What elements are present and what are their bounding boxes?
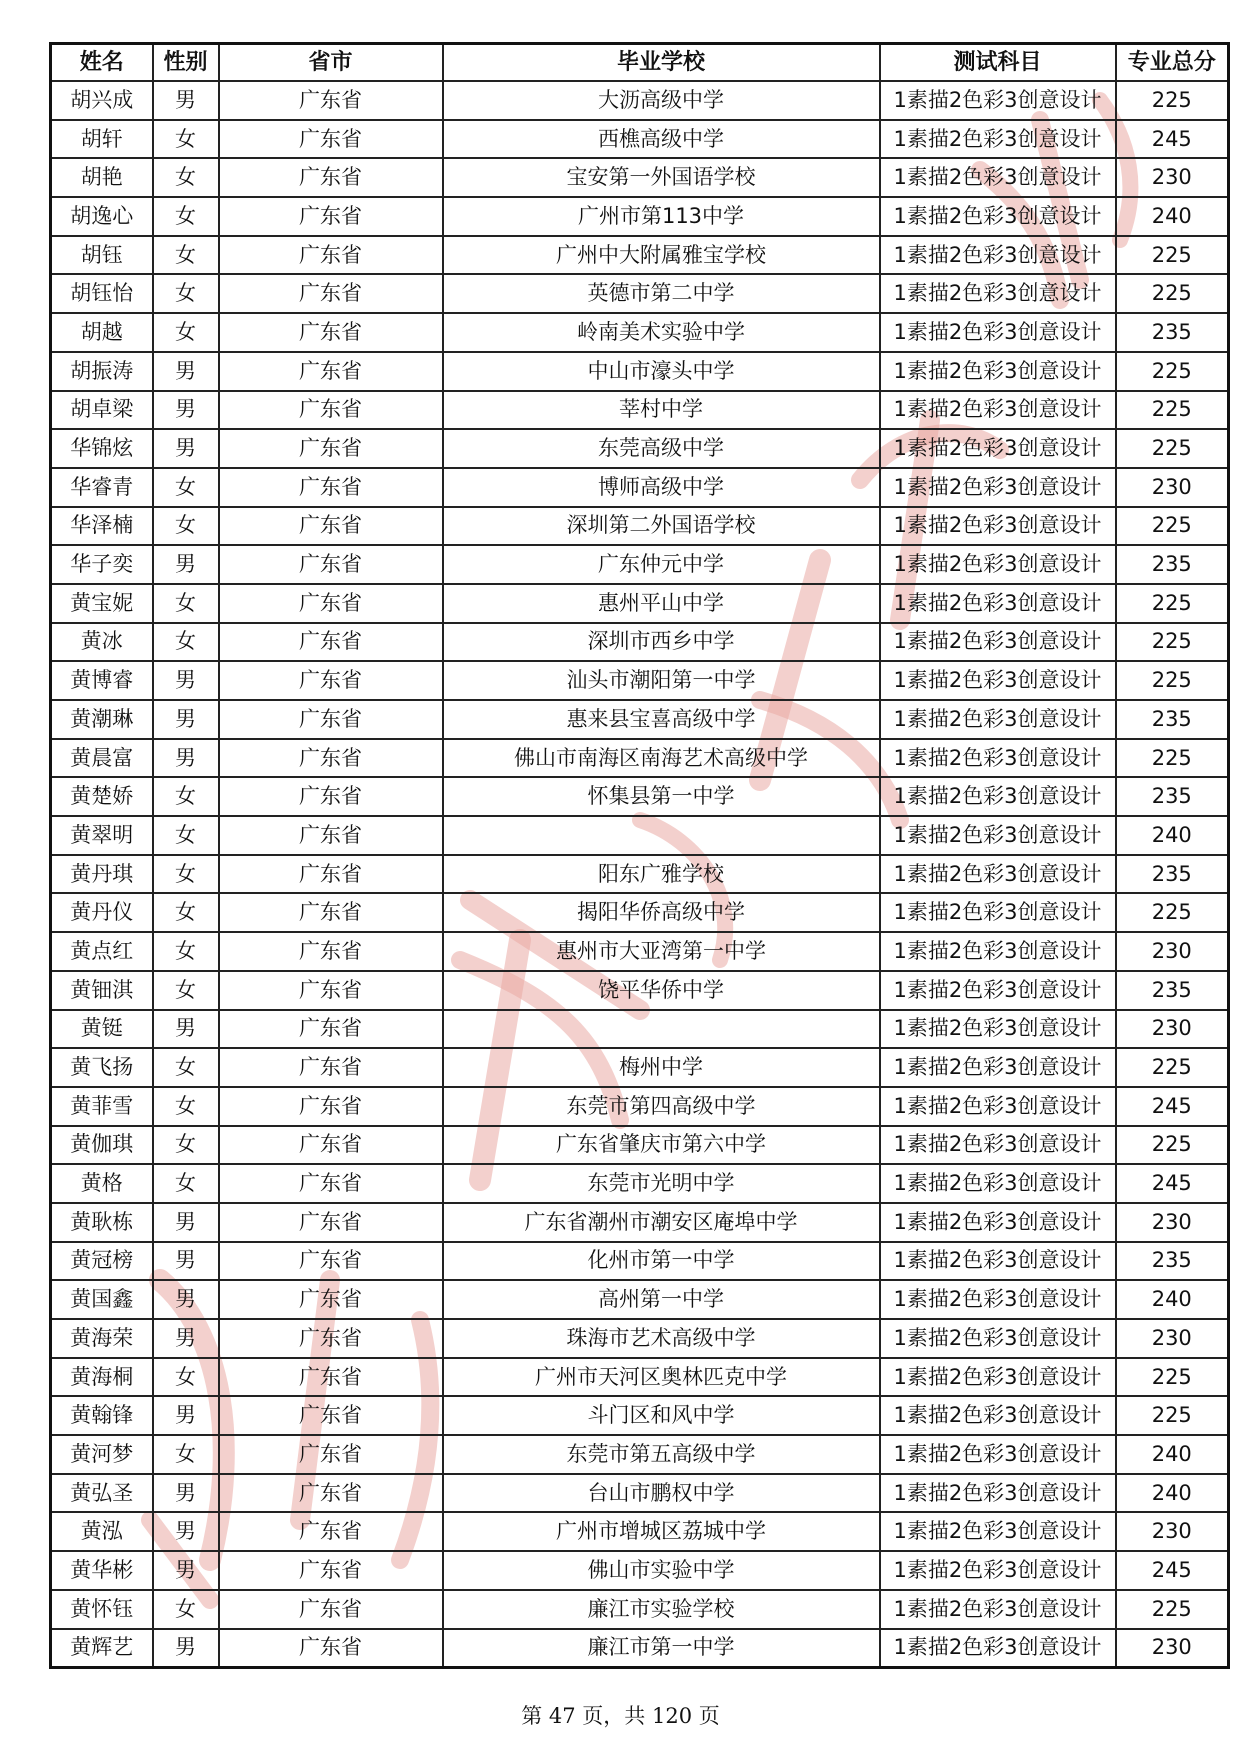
- table-row: [51, 893, 1229, 932]
- cell-subjects: 1素描2色彩3创意设计: [880, 429, 1116, 468]
- cell-subjects: 1素描2色彩3创意设计: [880, 158, 1116, 197]
- cell-school: 广东省潮州市潮安区庵埠中学: [443, 1203, 880, 1242]
- cell-subjects: 1素描2色彩3创意设计: [880, 855, 1116, 894]
- cell-name: 华睿青: [51, 468, 153, 507]
- cell-subjects: 1素描2色彩3创意设计: [880, 120, 1116, 159]
- cell-subjects: 1素描2色彩3创意设计: [880, 1396, 1116, 1435]
- cell-gender: 男: [153, 1396, 219, 1435]
- cell-subjects: 1素描2色彩3创意设计: [880, 1242, 1116, 1281]
- cell-name: 黄冠榜: [51, 1242, 153, 1281]
- table-row: [51, 1474, 1229, 1513]
- cell-province: 广东省: [219, 700, 443, 739]
- cell-total-score: 235: [1116, 777, 1229, 816]
- table-row: [51, 1512, 1229, 1551]
- cell-name: 黄冰: [51, 623, 153, 662]
- column-header-subjects: 测试科目: [880, 44, 1116, 82]
- cell-total-score: 240: [1116, 1435, 1229, 1474]
- cell-gender: 男: [153, 739, 219, 778]
- cell-total-score: 230: [1116, 1512, 1229, 1551]
- table-row: [51, 700, 1229, 739]
- cell-province: 广东省: [219, 1474, 443, 1513]
- cell-province: 广东省: [219, 1010, 443, 1049]
- cell-gender: 男: [153, 700, 219, 739]
- cell-total-score: 245: [1116, 1087, 1229, 1126]
- table-header-row: [51, 44, 1229, 82]
- cell-gender: 男: [153, 661, 219, 700]
- cell-subjects: 1素描2色彩3创意设计: [880, 1126, 1116, 1165]
- cell-school: 广东省肇庆市第六中学: [443, 1126, 880, 1165]
- table-row: [51, 623, 1229, 662]
- cell-name: 华锦炫: [51, 429, 153, 468]
- cell-name: 黄翠明: [51, 816, 153, 855]
- cell-name: 黄铤: [51, 1010, 153, 1049]
- cell-total-score: 240: [1116, 816, 1229, 855]
- cell-school: 岭南美术实验中学: [443, 313, 880, 352]
- cell-total-score: 230: [1116, 1203, 1229, 1242]
- cell-total-score: 230: [1116, 1010, 1229, 1049]
- cell-subjects: 1素描2色彩3创意设计: [880, 1164, 1116, 1203]
- cell-name: 黄钿淇: [51, 971, 153, 1010]
- cell-name: 胡艳: [51, 158, 153, 197]
- table-row: [51, 352, 1229, 391]
- cell-subjects: 1素描2色彩3创意设计: [880, 1087, 1116, 1126]
- cell-province: 广东省: [219, 1203, 443, 1242]
- cell-name: 黄海桐: [51, 1358, 153, 1397]
- cell-total-score: 230: [1116, 1629, 1229, 1668]
- cell-school: [443, 816, 880, 855]
- cell-province: 广东省: [219, 1048, 443, 1087]
- cell-province: 广东省: [219, 661, 443, 700]
- cell-name: 胡钰: [51, 236, 153, 275]
- cell-subjects: 1素描2色彩3创意设计: [880, 236, 1116, 275]
- cell-province: 广东省: [219, 1629, 443, 1668]
- cell-province: 广东省: [219, 893, 443, 932]
- cell-total-score: 235: [1116, 855, 1229, 894]
- cell-subjects: 1素描2色彩3创意设计: [880, 932, 1116, 971]
- cell-total-score: 235: [1116, 1242, 1229, 1281]
- table-row: [51, 816, 1229, 855]
- cell-subjects: 1素描2色彩3创意设计: [880, 661, 1116, 700]
- cell-total-score: 225: [1116, 1590, 1229, 1629]
- cell-subjects: 1素描2色彩3创意设计: [880, 507, 1116, 546]
- cell-subjects: 1素描2色彩3创意设计: [880, 545, 1116, 584]
- cell-name: 黄华彬: [51, 1551, 153, 1590]
- cell-name: 华子奕: [51, 545, 153, 584]
- cell-school: 汕头市潮阳第一中学: [443, 661, 880, 700]
- cell-name: 黄泓: [51, 1512, 153, 1551]
- cell-gender: 男: [153, 1474, 219, 1513]
- cell-total-score: 225: [1116, 391, 1229, 430]
- cell-school: 博师高级中学: [443, 468, 880, 507]
- cell-total-score: 230: [1116, 468, 1229, 507]
- cell-gender: 女: [153, 274, 219, 313]
- cell-total-score: 225: [1116, 507, 1229, 546]
- cell-subjects: 1素描2色彩3创意设计: [880, 623, 1116, 662]
- cell-subjects: 1素描2色彩3创意设计: [880, 1512, 1116, 1551]
- cell-province: 广东省: [219, 391, 443, 430]
- cell-subjects: 1素描2色彩3创意设计: [880, 1319, 1116, 1358]
- table-row: [51, 1164, 1229, 1203]
- cell-gender: 男: [153, 429, 219, 468]
- cell-school: 怀集县第一中学: [443, 777, 880, 816]
- cell-total-score: 235: [1116, 545, 1229, 584]
- cell-province: 广东省: [219, 1164, 443, 1203]
- cell-school: 揭阳华侨高级中学: [443, 893, 880, 932]
- cell-total-score: 240: [1116, 197, 1229, 236]
- table-row: [51, 1551, 1229, 1590]
- table-row: [51, 1203, 1229, 1242]
- cell-gender: 男: [153, 81, 219, 120]
- cell-school: 惠州市大亚湾第一中学: [443, 932, 880, 971]
- cell-school: 宝安第一外国语学校: [443, 158, 880, 197]
- cell-total-score: 225: [1116, 1126, 1229, 1165]
- cell-gender: 女: [153, 893, 219, 932]
- cell-subjects: 1素描2色彩3创意设计: [880, 1203, 1116, 1242]
- cell-total-score: 245: [1116, 1551, 1229, 1590]
- cell-school: 大沥高级中学: [443, 81, 880, 120]
- cell-school: 阳东广雅学校: [443, 855, 880, 894]
- cell-total-score: 225: [1116, 739, 1229, 778]
- cell-school: 台山市鹏权中学: [443, 1474, 880, 1513]
- cell-province: 广东省: [219, 120, 443, 159]
- cell-gender: 女: [153, 120, 219, 159]
- cell-subjects: 1素描2色彩3创意设计: [880, 1629, 1116, 1668]
- cell-total-score: 235: [1116, 700, 1229, 739]
- cell-school: 佛山市实验中学: [443, 1551, 880, 1590]
- table-row: [51, 1319, 1229, 1358]
- cell-total-score: 225: [1116, 352, 1229, 391]
- cell-gender: 男: [153, 1319, 219, 1358]
- cell-subjects: 1素描2色彩3创意设计: [880, 971, 1116, 1010]
- cell-subjects: 1素描2色彩3创意设计: [880, 1010, 1116, 1049]
- cell-gender: 女: [153, 777, 219, 816]
- cell-province: 广东省: [219, 236, 443, 275]
- table-row: [51, 429, 1229, 468]
- cell-school: [443, 1010, 880, 1049]
- table-row: [51, 1126, 1229, 1165]
- cell-province: 广东省: [219, 816, 443, 855]
- cell-name: 黄海荣: [51, 1319, 153, 1358]
- table-row: [51, 1629, 1229, 1668]
- cell-name: 胡越: [51, 313, 153, 352]
- cell-total-score: 230: [1116, 158, 1229, 197]
- cell-gender: 女: [153, 468, 219, 507]
- table-row: [51, 739, 1229, 778]
- table-row: [51, 1590, 1229, 1629]
- table-row: [51, 507, 1229, 546]
- cell-subjects: 1素描2色彩3创意设计: [880, 1551, 1116, 1590]
- cell-gender: 女: [153, 313, 219, 352]
- cell-gender: 男: [153, 1629, 219, 1668]
- table-row: [51, 1010, 1229, 1049]
- table-body: [51, 81, 1229, 1668]
- cell-name: 黄宝妮: [51, 584, 153, 623]
- cell-subjects: 1素描2色彩3创意设计: [880, 816, 1116, 855]
- cell-name: 胡逸心: [51, 197, 153, 236]
- cell-name: 黄丹仪: [51, 893, 153, 932]
- cell-total-score: 225: [1116, 584, 1229, 623]
- table-row: [51, 197, 1229, 236]
- cell-school: 中山市濠头中学: [443, 352, 880, 391]
- cell-province: 广东省: [219, 1435, 443, 1474]
- cell-total-score: 225: [1116, 661, 1229, 700]
- cell-subjects: 1素描2色彩3创意设计: [880, 352, 1116, 391]
- page-footer: 第 47 页，共 120 页: [521, 1704, 720, 1728]
- cell-subjects: 1素描2色彩3创意设计: [880, 1435, 1116, 1474]
- cell-province: 广东省: [219, 584, 443, 623]
- column-header-gender: 性别: [153, 44, 219, 82]
- cell-subjects: 1素描2色彩3创意设计: [880, 1474, 1116, 1513]
- table-row: [51, 1242, 1229, 1281]
- cell-gender: 男: [153, 1551, 219, 1590]
- cell-subjects: 1素描2色彩3创意设计: [880, 584, 1116, 623]
- table-row: [51, 932, 1229, 971]
- cell-gender: 女: [153, 1358, 219, 1397]
- cell-gender: 女: [153, 1048, 219, 1087]
- table-row: [51, 236, 1229, 275]
- cell-gender: 女: [153, 816, 219, 855]
- cell-name: 黄怀钰: [51, 1590, 153, 1629]
- cell-province: 广东省: [219, 158, 443, 197]
- table-row: [51, 468, 1229, 507]
- cell-school: 广州市第113中学: [443, 197, 880, 236]
- cell-school: 珠海市艺术高级中学: [443, 1319, 880, 1358]
- cell-province: 广东省: [219, 777, 443, 816]
- column-header-name: 姓名: [51, 44, 153, 82]
- cell-name: 黄菲雪: [51, 1087, 153, 1126]
- cell-name: 黄耿栋: [51, 1203, 153, 1242]
- cell-province: 广东省: [219, 429, 443, 468]
- table-row: [51, 1087, 1229, 1126]
- cell-name: 黄丹琪: [51, 855, 153, 894]
- cell-subjects: 1素描2色彩3创意设计: [880, 1358, 1116, 1397]
- cell-total-score: 225: [1116, 1358, 1229, 1397]
- cell-name: 黄潮琳: [51, 700, 153, 739]
- table-row: [51, 81, 1229, 120]
- cell-province: 广东省: [219, 739, 443, 778]
- table-row: [51, 855, 1229, 894]
- cell-subjects: 1素描2色彩3创意设计: [880, 81, 1116, 120]
- table-row: [51, 158, 1229, 197]
- cell-subjects: 1素描2色彩3创意设计: [880, 777, 1116, 816]
- cell-subjects: 1素描2色彩3创意设计: [880, 1590, 1116, 1629]
- table-row: [51, 777, 1229, 816]
- cell-gender: 男: [153, 352, 219, 391]
- cell-gender: 女: [153, 932, 219, 971]
- cell-gender: 女: [153, 584, 219, 623]
- cell-gender: 男: [153, 391, 219, 430]
- cell-school: 廉江市实验学校: [443, 1590, 880, 1629]
- cell-province: 广东省: [219, 623, 443, 662]
- cell-subjects: 1素描2色彩3创意设计: [880, 739, 1116, 778]
- table-row: [51, 661, 1229, 700]
- cell-school: 广州市天河区奥林匹克中学: [443, 1358, 880, 1397]
- table-row: [51, 584, 1229, 623]
- cell-name: 黄辉艺: [51, 1629, 153, 1668]
- cell-province: 广东省: [219, 313, 443, 352]
- cell-gender: 女: [153, 855, 219, 894]
- cell-gender: 男: [153, 1280, 219, 1319]
- cell-total-score: 235: [1116, 313, 1229, 352]
- cell-school: 廉江市第一中学: [443, 1629, 880, 1668]
- table-row: [51, 971, 1229, 1010]
- table-row: [51, 1396, 1229, 1435]
- cell-name: 华泽楠: [51, 507, 153, 546]
- cell-subjects: 1素描2色彩3创意设计: [880, 1280, 1116, 1319]
- cell-subjects: 1素描2色彩3创意设计: [880, 391, 1116, 430]
- cell-school: 惠来县宝喜高级中学: [443, 700, 880, 739]
- cell-school: 惠州平山中学: [443, 584, 880, 623]
- cell-total-score: 225: [1116, 429, 1229, 468]
- cell-school: 西樵高级中学: [443, 120, 880, 159]
- cell-gender: 女: [153, 623, 219, 662]
- cell-total-score: 225: [1116, 236, 1229, 275]
- cell-school: 东莞市第五高级中学: [443, 1435, 880, 1474]
- cell-total-score: 240: [1116, 1280, 1229, 1319]
- column-header-total-score: 专业总分: [1116, 44, 1229, 82]
- cell-province: 广东省: [219, 1280, 443, 1319]
- cell-gender: 女: [153, 197, 219, 236]
- cell-subjects: 1素描2色彩3创意设计: [880, 274, 1116, 313]
- cell-province: 广东省: [219, 1396, 443, 1435]
- cell-province: 广东省: [219, 468, 443, 507]
- table-row: [51, 545, 1229, 584]
- cell-name: 黄格: [51, 1164, 153, 1203]
- cell-school: 东莞市第四高级中学: [443, 1087, 880, 1126]
- table-row: [51, 1358, 1229, 1397]
- cell-school: 广州中大附属雅宝学校: [443, 236, 880, 275]
- cell-school: 梅州中学: [443, 1048, 880, 1087]
- table-row: [51, 1048, 1229, 1087]
- cell-total-score: 225: [1116, 623, 1229, 662]
- cell-school: 莘村中学: [443, 391, 880, 430]
- cell-school: 佛山市南海区南海艺术高级中学: [443, 739, 880, 778]
- cell-subjects: 1素描2色彩3创意设计: [880, 1048, 1116, 1087]
- cell-gender: 男: [153, 1242, 219, 1281]
- cell-total-score: 225: [1116, 274, 1229, 313]
- cell-province: 广东省: [219, 1512, 443, 1551]
- cell-gender: 男: [153, 1203, 219, 1242]
- cell-name: 黄国鑫: [51, 1280, 153, 1319]
- cell-name: 黄弘圣: [51, 1474, 153, 1513]
- cell-subjects: 1素描2色彩3创意设计: [880, 893, 1116, 932]
- cell-total-score: 225: [1116, 81, 1229, 120]
- cell-school: 斗门区和风中学: [443, 1396, 880, 1435]
- cell-province: 广东省: [219, 545, 443, 584]
- table-row: [51, 1280, 1229, 1319]
- table-row: [51, 274, 1229, 313]
- cell-gender: 女: [153, 1164, 219, 1203]
- cell-total-score: 240: [1116, 1474, 1229, 1513]
- cell-total-score: 235: [1116, 971, 1229, 1010]
- cell-school: 东莞高级中学: [443, 429, 880, 468]
- cell-total-score: 245: [1116, 120, 1229, 159]
- cell-gender: 男: [153, 1010, 219, 1049]
- cell-province: 广东省: [219, 971, 443, 1010]
- cell-name: 黄翰锋: [51, 1396, 153, 1435]
- cell-province: 广东省: [219, 352, 443, 391]
- cell-school: 深圳市西乡中学: [443, 623, 880, 662]
- cell-total-score: 225: [1116, 1396, 1229, 1435]
- cell-name: 胡振涛: [51, 352, 153, 391]
- cell-name: 黄晨富: [51, 739, 153, 778]
- cell-gender: 女: [153, 1087, 219, 1126]
- cell-province: 广东省: [219, 507, 443, 546]
- cell-gender: 女: [153, 1435, 219, 1474]
- cell-gender: 女: [153, 236, 219, 275]
- cell-province: 广东省: [219, 1126, 443, 1165]
- cell-subjects: 1素描2色彩3创意设计: [880, 313, 1116, 352]
- table-row: [51, 1435, 1229, 1474]
- cell-school: 高州第一中学: [443, 1280, 880, 1319]
- cell-name: 黄点红: [51, 932, 153, 971]
- cell-gender: 男: [153, 545, 219, 584]
- cell-subjects: 1素描2色彩3创意设计: [880, 197, 1116, 236]
- cell-name: 黄博睿: [51, 661, 153, 700]
- cell-school: 东莞市光明中学: [443, 1164, 880, 1203]
- cell-school: 广东仲元中学: [443, 545, 880, 584]
- cell-name: 胡轩: [51, 120, 153, 159]
- cell-province: 广东省: [219, 1087, 443, 1126]
- cell-school: 化州市第一中学: [443, 1242, 880, 1281]
- cell-province: 广东省: [219, 1242, 443, 1281]
- cell-total-score: 230: [1116, 932, 1229, 971]
- cell-gender: 女: [153, 1590, 219, 1629]
- cell-school: 深圳第二外国语学校: [443, 507, 880, 546]
- cell-school: 饶平华侨中学: [443, 971, 880, 1010]
- score-table: [49, 42, 1230, 1669]
- cell-name: 黄飞扬: [51, 1048, 153, 1087]
- cell-province: 广东省: [219, 197, 443, 236]
- cell-gender: 女: [153, 1126, 219, 1165]
- cell-name: 黄河梦: [51, 1435, 153, 1474]
- table-row: [51, 313, 1229, 352]
- cell-province: 广东省: [219, 81, 443, 120]
- cell-province: 广东省: [219, 932, 443, 971]
- cell-province: 广东省: [219, 1319, 443, 1358]
- column-header-province: 省市: [219, 44, 443, 82]
- score-table-container: [49, 42, 1216, 1669]
- cell-total-score: 230: [1116, 1319, 1229, 1358]
- cell-school: 广州市增城区荔城中学: [443, 1512, 880, 1551]
- cell-name: 胡卓梁: [51, 391, 153, 430]
- table-row: [51, 120, 1229, 159]
- cell-name: 黄楚娇: [51, 777, 153, 816]
- cell-name: 胡兴成: [51, 81, 153, 120]
- cell-total-score: 245: [1116, 1164, 1229, 1203]
- cell-gender: 女: [153, 158, 219, 197]
- cell-province: 广东省: [219, 274, 443, 313]
- cell-name: 黄伽琪: [51, 1126, 153, 1165]
- cell-subjects: 1素描2色彩3创意设计: [880, 700, 1116, 739]
- cell-province: 广东省: [219, 855, 443, 894]
- cell-gender: 女: [153, 971, 219, 1010]
- cell-province: 广东省: [219, 1358, 443, 1397]
- cell-total-score: 225: [1116, 1048, 1229, 1087]
- cell-province: 广东省: [219, 1590, 443, 1629]
- cell-province: 广东省: [219, 1551, 443, 1590]
- cell-total-score: 225: [1116, 893, 1229, 932]
- cell-subjects: 1素描2色彩3创意设计: [880, 468, 1116, 507]
- table-row: [51, 391, 1229, 430]
- cell-gender: 男: [153, 1512, 219, 1551]
- cell-gender: 女: [153, 507, 219, 546]
- column-header-school: 毕业学校: [443, 44, 880, 82]
- cell-school: 英德市第二中学: [443, 274, 880, 313]
- cell-name: 胡钰怡: [51, 274, 153, 313]
